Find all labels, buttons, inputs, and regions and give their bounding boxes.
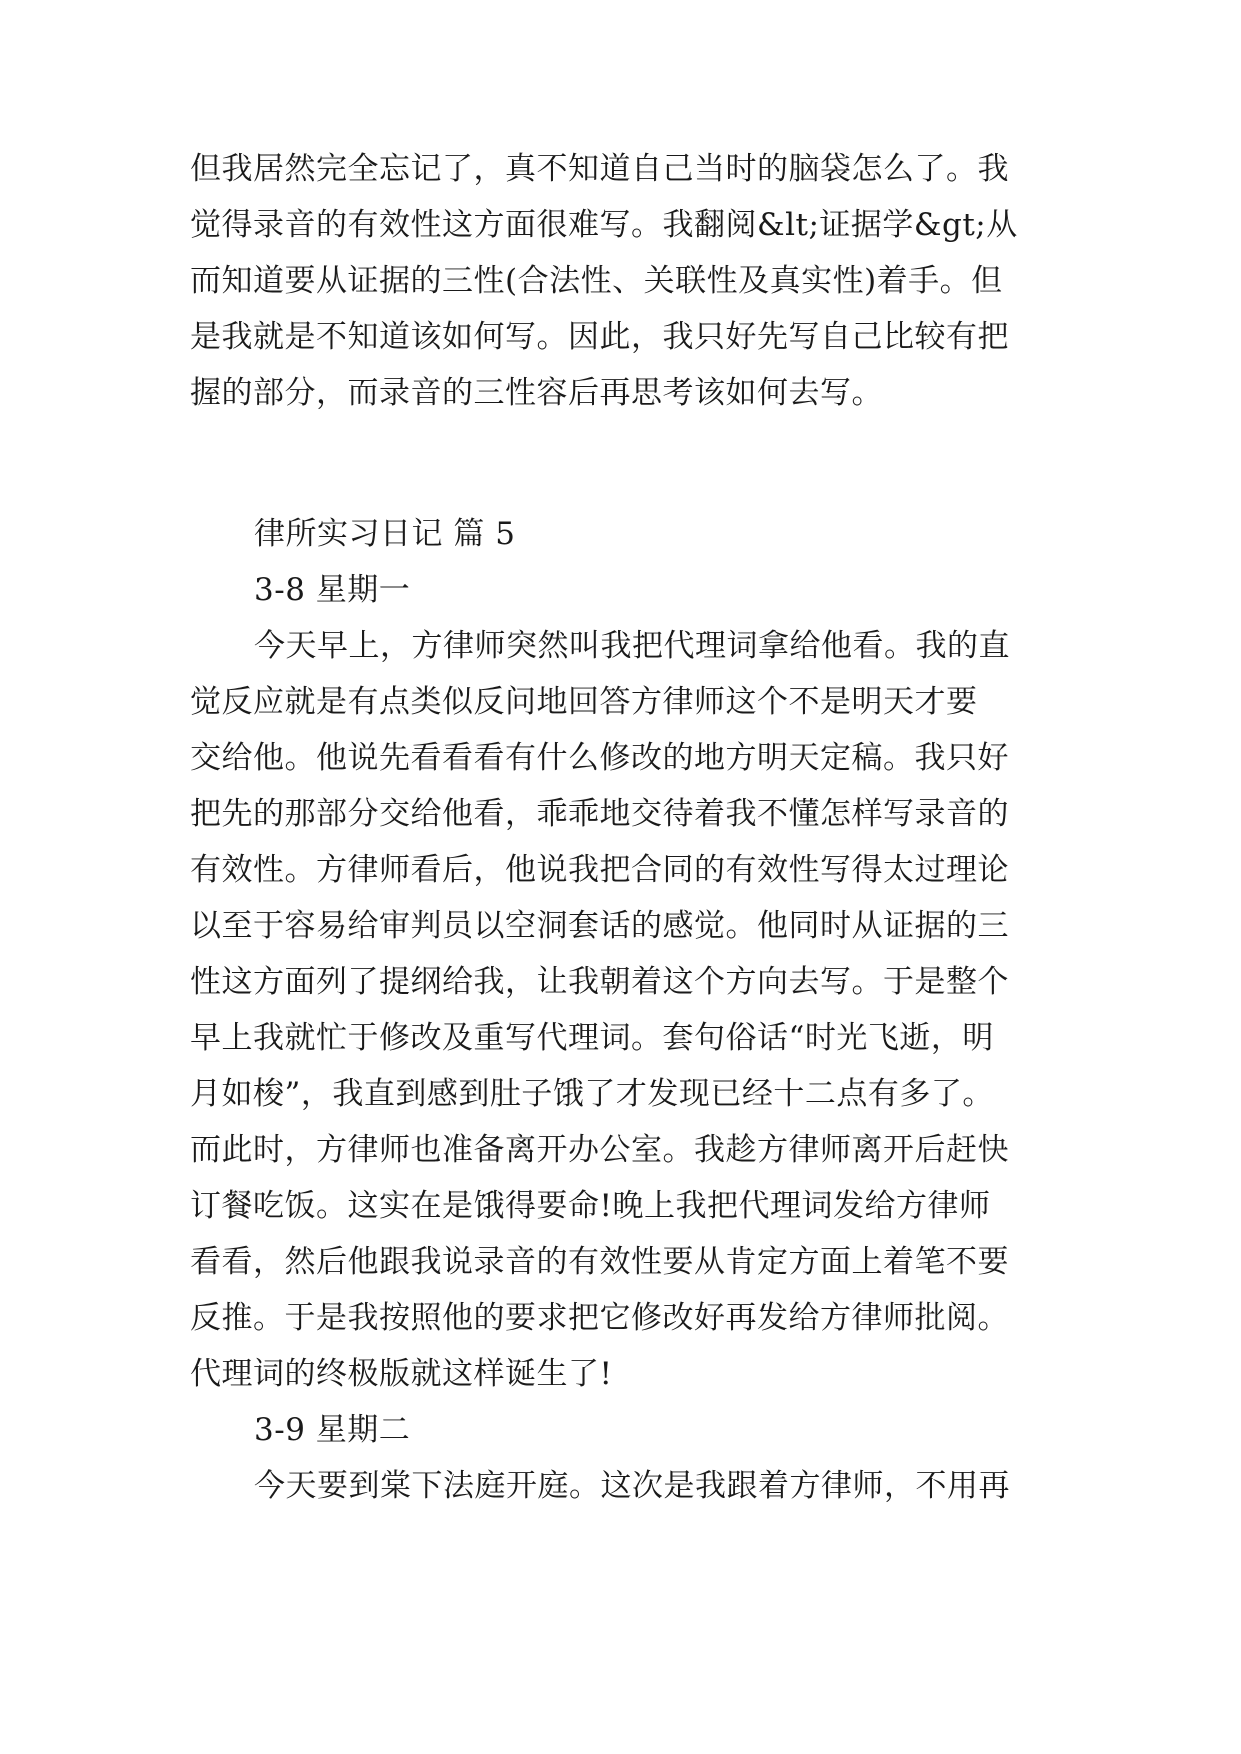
entry-paragraph bbox=[190, 1458, 1060, 1514]
intro-paragraph bbox=[190, 141, 1060, 421]
text-line: 性这方面列了提纲给我，让我朝着这个方向去写。于是整个 bbox=[190, 964, 1009, 1000]
text-line: 握的部分，而录音的三性容后再思考该如何去写。 bbox=[190, 375, 883, 411]
text-line: 但我居然完全忘记了，真不知道自己当时的脑袋怎么了。我 bbox=[190, 151, 1009, 187]
text-line: 有效性。方律师看后，他说我把合同的有效性写得太过理论 bbox=[190, 852, 1009, 888]
text-line: 今天早上，方律师突然叫我把代理词拿给他看。我的直 bbox=[254, 628, 1010, 664]
text-line: 代理词的终极版就这样诞生了! bbox=[190, 1356, 613, 1392]
text-line: 而知道要从证据的三性(合法性、关联性及真实性)着手。但 bbox=[190, 263, 1003, 299]
entry-paragraph bbox=[190, 618, 1060, 1402]
text-line: 月如梭”，我直到感到肚子饿了才发现已经十二点有多了。 bbox=[190, 1076, 994, 1112]
text-line: 交给他。他说先看看看有什么修改的地方明天定稿。我只好 bbox=[190, 740, 1009, 776]
text-line: 把先的那部分交给他看，乖乖地交待着我不懂怎样写录音的 bbox=[190, 796, 1009, 832]
section-heading: 律所实习日记 篇 5 bbox=[254, 516, 516, 552]
text-line: 觉得录音的有效性这方面很难写。我翻阅&lt;证据学&gt;从 bbox=[190, 207, 1018, 243]
text-line: 今天要到棠下法庭开庭。这次是我跟着方律师，不用再 bbox=[254, 1468, 1010, 1504]
text-line: 订餐吃饭。这实在是饿得要命!晚上我把代理词发给方律师 bbox=[190, 1188, 991, 1224]
entry-date-label: 3-9 星期二 bbox=[254, 1412, 411, 1448]
text-line: 觉反应就是有点类似反问地回答方律师这个不是明天才要 bbox=[190, 684, 978, 720]
text-line: 是我就是不知道该如何写。因此，我只好先写自己比较有把 bbox=[190, 319, 1009, 355]
entry-date bbox=[190, 562, 1060, 618]
text-line: 看看，然后他跟我说录音的有效性要从肯定方面上着笔不要 bbox=[190, 1244, 1009, 1280]
text-line: 而此时，方律师也准备离开办公室。我趁方律师离开后赶快 bbox=[190, 1132, 1009, 1168]
text-line: 以至于容易给审判员以空洞套话的感觉。他同时从证据的三 bbox=[190, 908, 1009, 944]
text-line: 反推。于是我按照他的要求把它修改好再发给方律师批阅。 bbox=[190, 1300, 1009, 1336]
text-line: 早上我就忙于修改及重写代理词。套句俗话“时光飞逝，明 bbox=[190, 1020, 994, 1056]
entry-date bbox=[190, 1402, 1060, 1458]
section-title bbox=[190, 506, 1060, 562]
entry-date-label: 3-8 星期一 bbox=[254, 572, 411, 608]
